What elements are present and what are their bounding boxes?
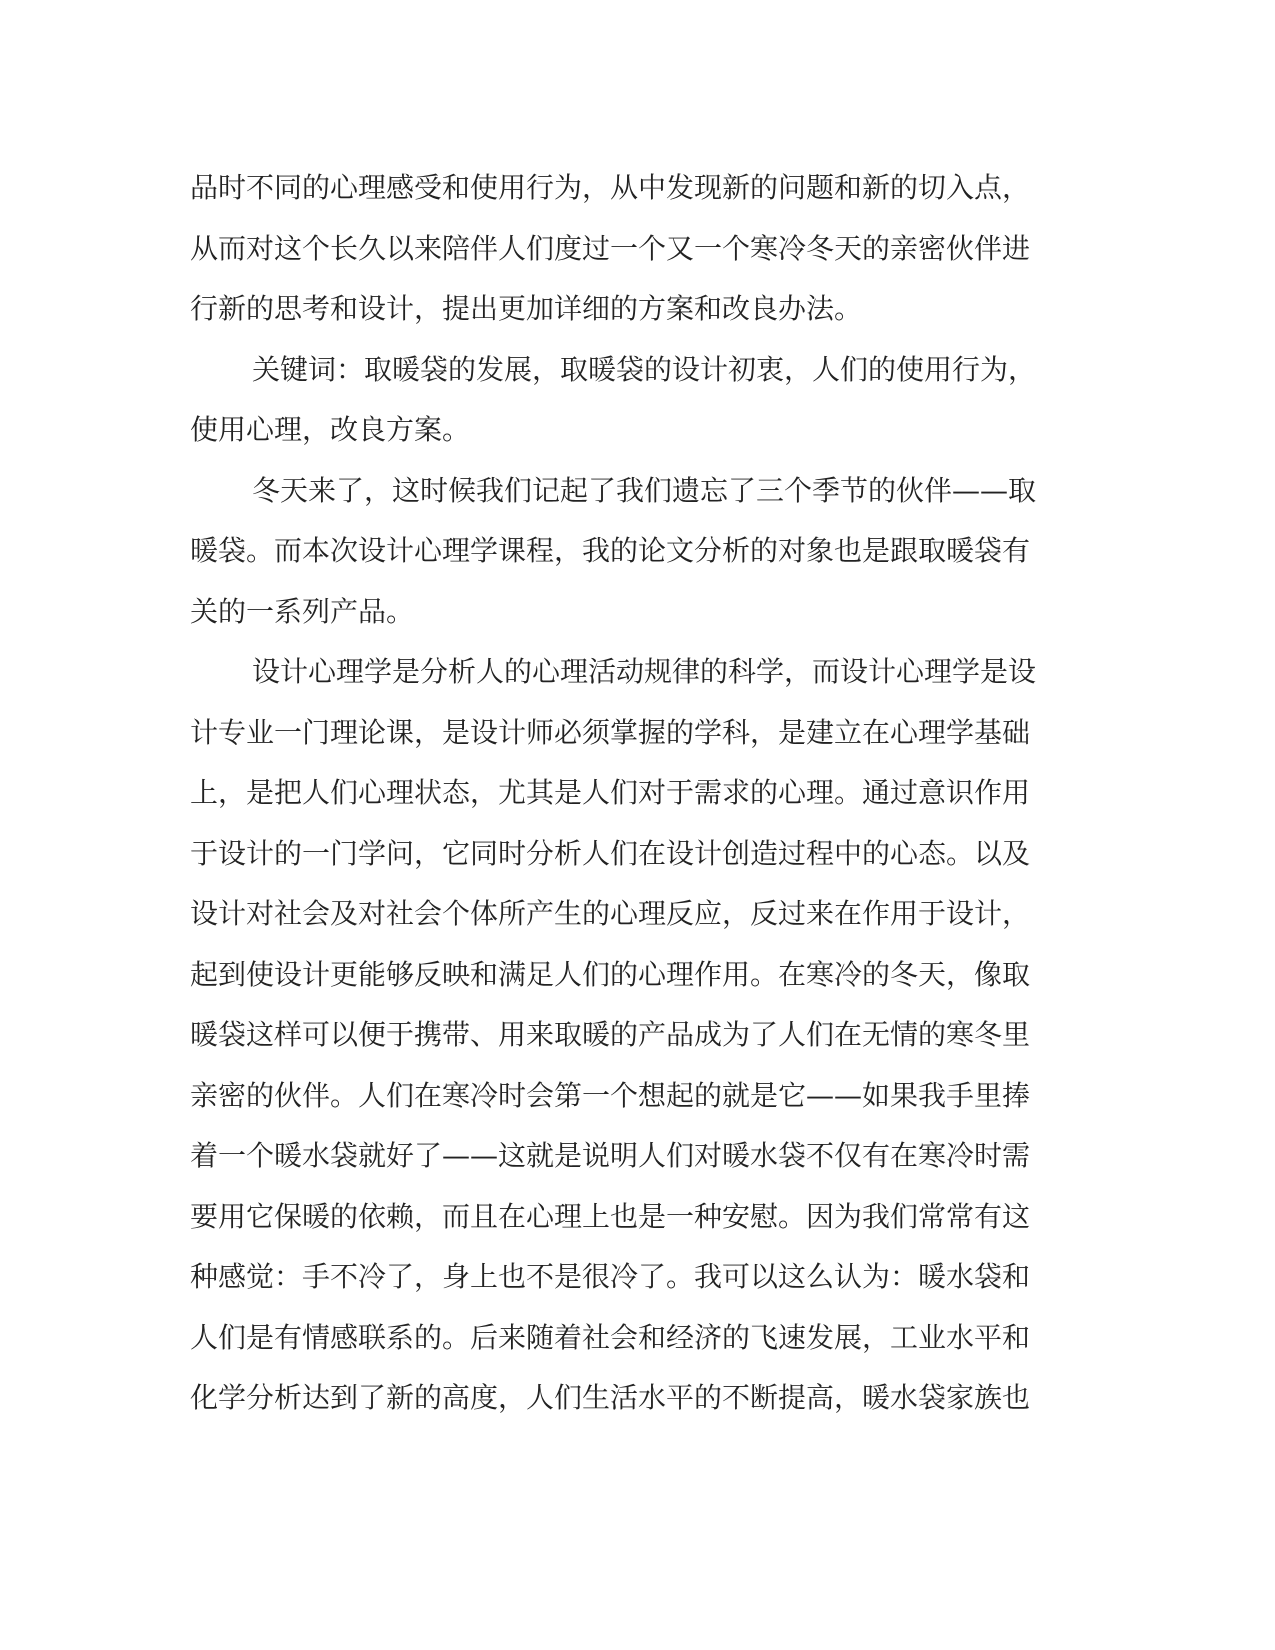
text-line: 使用心理，改良方案。 (190, 413, 471, 446)
text-line: 种感觉：手不冷了，身上也不是很冷了。我可以这么认为：暖水袋和 (190, 1260, 1031, 1293)
text-line: 行新的思考和设计，提出更加详细的方案和改良办法。 (190, 292, 863, 325)
text-line: 从而对这个长久以来陪伴人们度过一个又一个寒冷冬天的亲密伙伴进 (190, 231, 1031, 265)
paragraph-abstract-tail (190, 158, 1080, 340)
text-line: 设计对社会及对社会个体所产生的心理反应，反过来在作用于设计， (190, 897, 1031, 930)
text-line: 关键词：取暖袋的发展，取暖袋的设计初衷，人们的使用行为， (252, 352, 1037, 386)
paragraph-body (190, 642, 1080, 1429)
text-line: 关的一系列产品。 (190, 594, 415, 628)
text-line: 设计心理学是分析人的心理活动规律的科学，而设计心理学是设 (252, 655, 1037, 688)
text-line: 计专业一门理论课，是设计师必须掌握的学科，是建立在心理学基础 (190, 715, 1031, 749)
text-line: 着一个暖水袋就好了——这就是说明人们对暖水袋不仅有在寒冷时需 (190, 1139, 1031, 1172)
text-line: 于设计的一门学问，它同时分析人们在设计创造过程中的心态。以及 (190, 836, 1031, 870)
text-line: 亲密的伙伴。人们在寒冷时会第一个想起的就是它——如果我手里捧 (190, 1078, 1031, 1112)
text-line: 起到使设计更能够反映和满足人们的心理作用。在寒冷的冬天，像取 (190, 957, 1031, 991)
text-line: 暖袋。而本次设计心理学课程，我的论文分析的对象也是跟取暖袋有 (190, 534, 1031, 567)
text-line: 要用它保暖的依赖，而且在心理上也是一种安慰。因为我们常常有这 (190, 1199, 1031, 1233)
paragraph-keywords (190, 340, 1080, 461)
text-line: 上，是把人们心理状态，尤其是人们对于需求的心理。通过意识作用 (190, 776, 1031, 809)
text-line: 化学分析达到了新的高度，人们生活水平的不断提高，暖水袋家族也 (190, 1381, 1031, 1414)
document-body (190, 158, 1080, 1429)
paragraph-intro (190, 461, 1080, 643)
text-line: 品时不同的心理感受和使用行为，从中发现新的问题和新的切入点， (190, 171, 1031, 204)
text-line: 冬天来了，这时候我们记起了我们遗忘了三个季节的伙伴——取 (252, 473, 1037, 507)
text-line: 暖袋这样可以便于携带、用来取暖的产品成为了人们在无情的寒冬里 (190, 1018, 1031, 1051)
text-line: 人们是有情感联系的。后来随着社会和经济的飞速发展，工业水平和 (190, 1320, 1031, 1354)
